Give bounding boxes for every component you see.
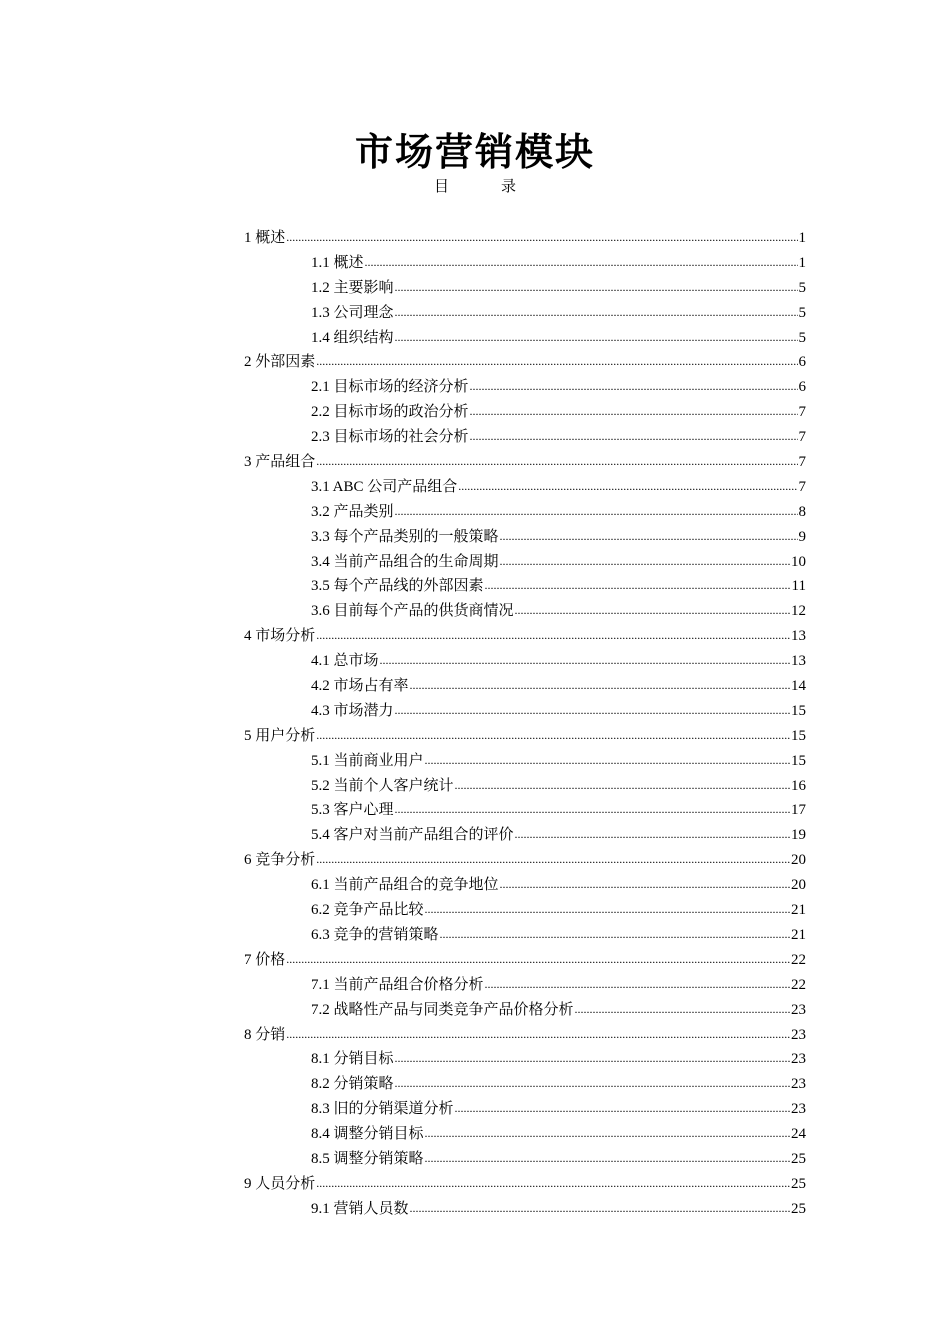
toc-chapter-entry[interactable] bbox=[244, 848, 806, 873]
toc-entry-label: 3.4 当前产品组合的生命周期 bbox=[311, 553, 499, 570]
toc-entry-label: 1 概述 bbox=[244, 230, 286, 246]
toc-chapter-entry[interactable] bbox=[244, 350, 806, 375]
toc-entry-page-number: 12 bbox=[791, 603, 806, 620]
toc-entry-page-number: 7 bbox=[798, 478, 806, 495]
toc-entry-label: 4.1 总市场 bbox=[311, 653, 379, 670]
toc-section-entry[interactable] bbox=[244, 599, 806, 624]
toc-dot-leader bbox=[470, 424, 798, 449]
toc-entry-label: 1.2 主要影响 bbox=[311, 279, 394, 296]
toc-entry-page-number: 23 bbox=[791, 1001, 806, 1018]
toc-entry-page-number: 22 bbox=[791, 951, 806, 968]
toc-dot-leader bbox=[316, 723, 790, 748]
toc-entry-label: 3.3 每个产品类别的一般策略 bbox=[311, 528, 499, 545]
toc-dot-leader bbox=[316, 449, 797, 474]
toc-dot-leader bbox=[410, 673, 790, 698]
toc-dot-leader bbox=[440, 922, 790, 947]
toc-section-entry[interactable] bbox=[244, 276, 806, 301]
toc-entry-page-number: 23 bbox=[791, 1026, 806, 1043]
toc-dot-leader bbox=[575, 997, 790, 1022]
toc-entry-page-number: 1 bbox=[798, 230, 806, 246]
toc-section-entry[interactable] bbox=[244, 923, 806, 948]
toc-entry-page-number: 24 bbox=[791, 1126, 806, 1143]
toc-dot-leader bbox=[395, 499, 798, 524]
toc-dot-leader bbox=[395, 300, 798, 325]
toc-entry-label: 9 人员分析 bbox=[244, 1175, 316, 1192]
toc-section-entry[interactable] bbox=[244, 500, 806, 525]
toc-entry-page-number: 13 bbox=[791, 628, 806, 645]
toc-section-entry[interactable] bbox=[244, 873, 806, 898]
toc-dot-leader bbox=[286, 225, 797, 250]
toc-chapter-entry[interactable] bbox=[244, 1172, 806, 1197]
toc-entry-page-number: 11 bbox=[791, 578, 806, 595]
toc-entry-label: 2.3 目标市场的社会分析 bbox=[311, 429, 469, 446]
toc-heading-char: 录 bbox=[501, 179, 517, 195]
toc-dot-leader bbox=[455, 773, 790, 798]
toc-dot-leader bbox=[470, 399, 798, 424]
toc-entry-page-number: 25 bbox=[791, 1200, 806, 1217]
toc-section-entry[interactable] bbox=[244, 798, 806, 823]
toc-dot-leader bbox=[515, 598, 790, 623]
toc-dot-leader bbox=[395, 275, 798, 300]
toc-section-entry[interactable] bbox=[244, 574, 806, 599]
toc-dot-leader bbox=[485, 573, 791, 598]
toc-entry-page-number: 22 bbox=[791, 976, 806, 993]
toc-dot-leader bbox=[395, 1046, 790, 1071]
toc-entry-label: 7 价格 bbox=[244, 951, 286, 968]
toc-dot-leader bbox=[395, 797, 790, 822]
toc-dot-leader bbox=[500, 872, 790, 897]
toc-dot-leader bbox=[316, 623, 790, 648]
toc-entry-label: 3.1 ABC 公司产品组合 bbox=[311, 478, 458, 495]
toc-dot-leader bbox=[395, 1071, 790, 1096]
toc-entry-label: 4 市场分析 bbox=[244, 628, 316, 645]
toc-entry-label: 6 竞争分析 bbox=[244, 852, 316, 869]
toc-dot-leader bbox=[365, 250, 798, 275]
toc-dot-leader bbox=[286, 1022, 790, 1047]
toc-entry-label: 2.1 目标市场的经济分析 bbox=[311, 379, 469, 396]
toc-dot-leader bbox=[500, 549, 790, 574]
toc-entry-page-number: 19 bbox=[791, 827, 806, 844]
toc-dot-leader bbox=[425, 1146, 790, 1171]
toc-entry-page-number: 7 bbox=[798, 404, 806, 421]
toc-dot-leader bbox=[425, 1121, 790, 1146]
toc-dot-leader bbox=[458, 474, 797, 499]
toc-section-entry[interactable] bbox=[244, 973, 806, 998]
toc-entry-label: 1.3 公司理念 bbox=[311, 304, 394, 321]
toc-entry-label: 4.3 市场潜力 bbox=[311, 702, 394, 719]
toc-entry-label: 2 外部因素 bbox=[244, 354, 316, 371]
toc-chapter-entry[interactable] bbox=[244, 948, 806, 973]
toc-section-entry[interactable] bbox=[244, 425, 806, 450]
toc-entry-label: 3.2 产品类别 bbox=[311, 503, 394, 520]
toc-section-entry[interactable] bbox=[244, 1072, 806, 1097]
toc-entry-page-number: 8 bbox=[798, 503, 806, 520]
toc-entry-page-number: 13 bbox=[791, 653, 806, 670]
toc-entry-page-number: 25 bbox=[791, 1175, 806, 1192]
toc-dot-leader bbox=[286, 947, 790, 972]
toc-entry-page-number: 5 bbox=[798, 279, 806, 296]
toc-dot-leader bbox=[425, 897, 790, 922]
toc-section-entry[interactable] bbox=[244, 674, 806, 699]
toc-entry-label: 8.2 分销策略 bbox=[311, 1076, 394, 1093]
toc-section-entry[interactable] bbox=[244, 301, 806, 326]
toc-entry-label: 8.4 调整分销目标 bbox=[311, 1126, 424, 1143]
toc-section-entry[interactable] bbox=[244, 1197, 806, 1222]
toc-entry-label: 3.5 每个产品线的外部因素 bbox=[311, 578, 484, 595]
toc-entry-label: 2.2 目标市场的政治分析 bbox=[311, 404, 469, 421]
toc-entry-page-number: 16 bbox=[791, 777, 806, 794]
toc-entry-page-number: 17 bbox=[791, 802, 806, 819]
toc-entry-page-number: 15 bbox=[791, 727, 806, 744]
toc-dot-leader bbox=[500, 524, 798, 549]
toc-section-entry[interactable] bbox=[244, 898, 806, 923]
toc-dot-leader bbox=[380, 648, 790, 673]
table-of-contents bbox=[244, 226, 806, 1222]
toc-entry-label: 8.3 旧的分销渠道分析 bbox=[311, 1101, 454, 1118]
toc-section-entry[interactable] bbox=[244, 998, 806, 1023]
toc-section-entry[interactable] bbox=[244, 749, 806, 774]
toc-entry-page-number: 25 bbox=[791, 1150, 806, 1167]
toc-entry-page-number: 20 bbox=[791, 877, 806, 894]
toc-entry-label: 7.2 战略性产品与同类竞争产品价格分析 bbox=[311, 1001, 574, 1018]
toc-entry-page-number: 7 bbox=[798, 454, 806, 471]
toc-dot-leader bbox=[485, 972, 790, 997]
toc-section-entry[interactable] bbox=[244, 525, 806, 550]
toc-entry-label: 4.2 市场占有率 bbox=[311, 678, 409, 695]
toc-entry-label: 9.1 营销人员数 bbox=[311, 1200, 409, 1217]
toc-entry-page-number: 21 bbox=[791, 902, 806, 919]
toc-chapter-entry[interactable] bbox=[244, 624, 806, 649]
toc-entry-label: 6.2 竞争产品比较 bbox=[311, 902, 424, 919]
toc-dot-leader bbox=[515, 822, 790, 847]
toc-section-entry[interactable] bbox=[244, 1122, 806, 1147]
toc-heading bbox=[0, 177, 950, 197]
toc-dot-leader bbox=[455, 1096, 790, 1121]
toc-entry-page-number: 6 bbox=[798, 354, 806, 371]
toc-section-entry[interactable] bbox=[244, 774, 806, 799]
toc-chapter-entry[interactable] bbox=[244, 1023, 806, 1048]
toc-section-entry[interactable] bbox=[244, 823, 806, 848]
toc-entry-label: 1.1 概述 bbox=[311, 254, 364, 271]
toc-entry-page-number: 23 bbox=[791, 1051, 806, 1068]
toc-dot-leader bbox=[316, 1171, 790, 1196]
toc-entry-page-number: 1 bbox=[798, 254, 806, 271]
toc-entry-page-number: 5 bbox=[798, 304, 806, 321]
toc-section-entry[interactable] bbox=[244, 1047, 806, 1072]
toc-dot-leader bbox=[410, 1196, 790, 1221]
toc-entry-page-number: 20 bbox=[791, 852, 806, 869]
toc-section-entry[interactable] bbox=[244, 649, 806, 674]
toc-entry-label: 8.5 调整分销策略 bbox=[311, 1150, 424, 1167]
toc-section-entry[interactable] bbox=[244, 326, 806, 351]
toc-entry-label: 6.1 当前产品组合的竞争地位 bbox=[311, 877, 499, 894]
toc-entry-page-number: 9 bbox=[798, 528, 806, 545]
toc-entry-page-number: 15 bbox=[791, 752, 806, 769]
toc-section-entry[interactable] bbox=[244, 400, 806, 425]
toc-dot-leader bbox=[316, 349, 797, 374]
toc-entry-page-number: 6 bbox=[798, 379, 806, 396]
toc-entry-page-number: 7 bbox=[798, 429, 806, 446]
toc-entry-page-number: 14 bbox=[791, 678, 806, 695]
toc-entry-page-number: 10 bbox=[791, 553, 806, 570]
toc-dot-leader bbox=[395, 325, 798, 350]
toc-entry-label: 5.1 当前商业用户 bbox=[311, 752, 424, 769]
toc-section-entry[interactable] bbox=[244, 251, 806, 276]
toc-section-entry[interactable] bbox=[244, 550, 806, 575]
toc-dot-leader bbox=[395, 698, 790, 723]
toc-entry-label: 5 用户分析 bbox=[244, 727, 316, 744]
toc-entry-label: 5.4 客户对当前产品组合的评价 bbox=[311, 827, 514, 844]
toc-entry-page-number: 21 bbox=[791, 926, 806, 943]
toc-entry-label: 3.6 目前每个产品的供货商情况 bbox=[311, 603, 514, 620]
toc-entry-page-number: 23 bbox=[791, 1101, 806, 1118]
toc-entry-label: 5.2 当前个人客户统计 bbox=[311, 777, 454, 794]
toc-section-entry[interactable] bbox=[244, 1097, 806, 1122]
toc-entry-label: 1.4 组织结构 bbox=[311, 329, 394, 346]
toc-section-entry[interactable] bbox=[244, 699, 806, 724]
toc-section-entry[interactable] bbox=[244, 1147, 806, 1172]
toc-chapter-entry[interactable] bbox=[244, 450, 806, 475]
toc-section-entry[interactable] bbox=[244, 475, 806, 500]
toc-dot-leader bbox=[425, 748, 790, 773]
toc-entry-label: 6.3 竞争的营销策略 bbox=[311, 926, 439, 943]
document-title: 市场营销模块 bbox=[354, 129, 595, 174]
toc-chapter-entry[interactable] bbox=[244, 226, 806, 251]
toc-entry-page-number: 15 bbox=[791, 702, 806, 719]
toc-entry-label: 8.1 分销目标 bbox=[311, 1051, 394, 1068]
toc-section-entry[interactable] bbox=[244, 375, 806, 400]
toc-entry-label: 3 产品组合 bbox=[244, 454, 316, 471]
toc-entry-label: 8 分销 bbox=[244, 1026, 286, 1043]
toc-entry-page-number: 23 bbox=[791, 1076, 806, 1093]
toc-heading-char: 目 bbox=[433, 179, 449, 195]
toc-dot-leader bbox=[470, 374, 798, 399]
toc-entry-page-number: 5 bbox=[798, 329, 806, 346]
toc-chapter-entry[interactable] bbox=[244, 724, 806, 749]
toc-entry-label: 5.3 客户心理 bbox=[311, 802, 394, 819]
toc-dot-leader bbox=[316, 847, 790, 872]
toc-entry-label: 7.1 当前产品组合价格分析 bbox=[311, 976, 484, 993]
